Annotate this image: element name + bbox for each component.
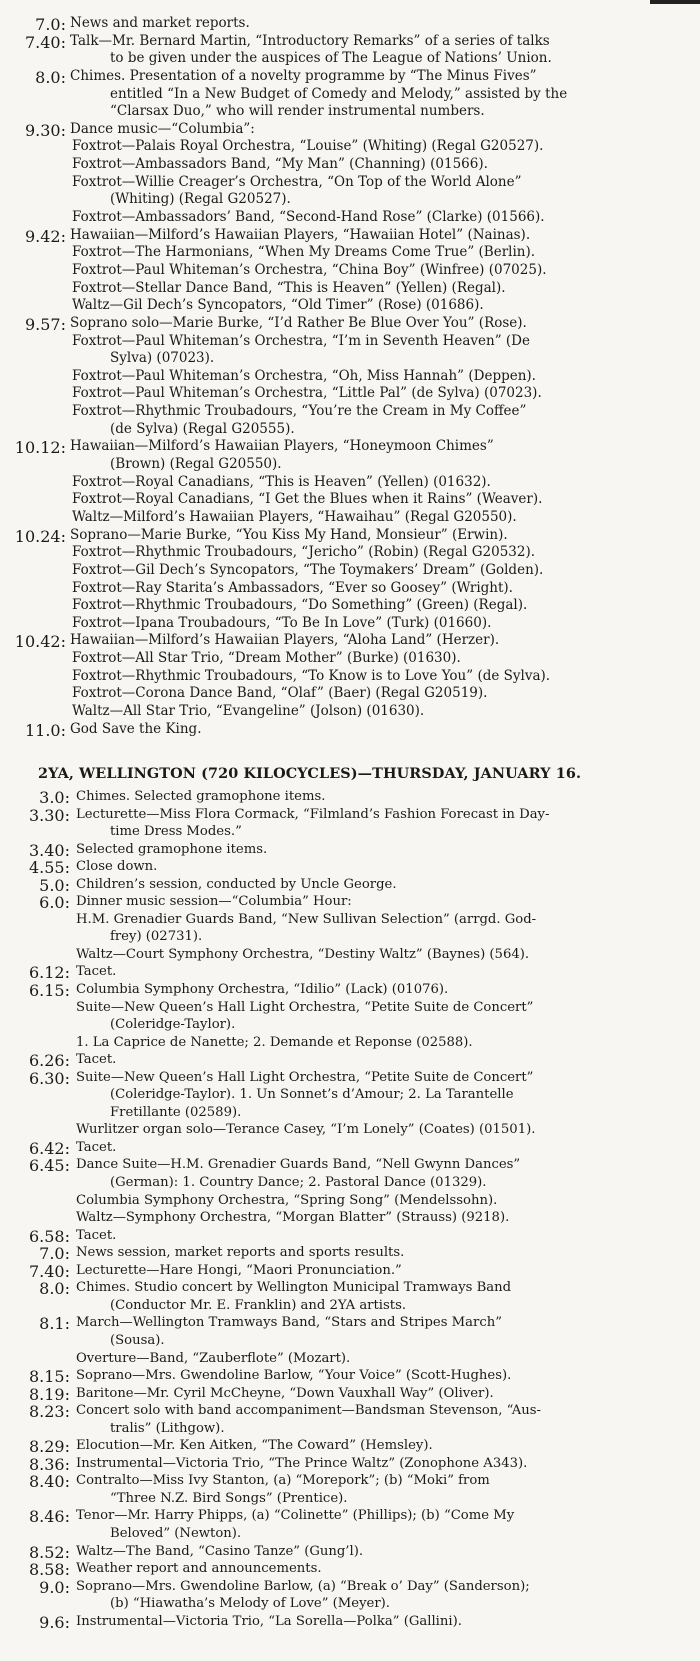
entry-time (0, 527, 68, 546)
entry-line: time Dress Modes.” (110, 824, 242, 840)
time-separator: : (64, 1612, 70, 1632)
entry-line: 1. La Caprice de Nanette; 2. Demande et Reponse (02588). (76, 1034, 473, 1050)
programme-section-2 (0, 788, 700, 1630)
programme-sub-entry (0, 474, 700, 492)
time-separator: : (60, 120, 66, 140)
entry-time (0, 15, 68, 34)
entry-line: Foxtrot—Rhythmic Troubadours, “Jericho” (Robin) (Regal G20532). (72, 544, 536, 561)
programme-entry (0, 1560, 700, 1578)
entry-time-value: 8.1 (39, 1314, 65, 1334)
entry-line: Foxtrot—Ambassadors Band, “My Man” (Channing) (01566). (72, 156, 488, 173)
time-separator: : (64, 1261, 70, 1281)
entry-line: Foxtrot—All Star Trio, “Dream Mother” (Burke) (01630). (72, 650, 461, 667)
programme-sub-entry (0, 615, 700, 633)
entry-time (0, 981, 72, 1000)
entry-time (0, 438, 68, 457)
entry-line: Foxtrot—Corona Dance Band, “Olaf” (Baer) (Regal G20519). (72, 685, 488, 702)
time-separator: : (64, 963, 70, 983)
entry-line: Chimes. Presentation of a novelty programme by “The Minus Fives” (70, 67, 537, 84)
entry-time-value: 8.58 (28, 1560, 65, 1580)
entry-line: News and market reports. (70, 15, 250, 31)
programme-entry (0, 1507, 700, 1542)
programme-sub-entry (0, 544, 700, 562)
entry-line: Hawaiian—Milford’s Hawaiian Players, “Aloha Land” (Herzer). (70, 632, 500, 649)
entry-time-value: 6.26 (28, 1051, 65, 1071)
entry-line: Selected gramophone items. (76, 841, 268, 857)
entry-time-value: 6.42 (28, 1138, 65, 1158)
entry-time-value: 8.40 (28, 1472, 65, 1492)
entry-line: Tenor—Mr. Harry Phipps, (a) “Colinette” (Phillips); (b) “Come My (76, 1508, 515, 1524)
entry-time-value: 6.30 (28, 1068, 65, 1088)
entry-time (0, 893, 72, 912)
time-separator: : (64, 1472, 70, 1492)
entry-line: H.M. Grenadier Guards Band, “New Sullivan Selection” (arrgd. God- (76, 911, 537, 927)
programme-sub-entry (0, 668, 700, 686)
entry-time-value: 6.0 (39, 893, 65, 913)
programme-sub-entry (0, 1350, 700, 1368)
entry-line: Concert solo with band accompaniment—Bandsman Stevenson, “Aus- (76, 1403, 541, 1419)
entry-line: Dance Suite—H.M. Grenadier Guards Band, “Nell Gwynn Dances” (76, 1157, 521, 1173)
entry-line: Foxtrot—Paul Whiteman’s Orchestra, “Little Pal” (de Sylva) (07023). (72, 385, 542, 402)
time-separator: : (64, 1507, 70, 1527)
programme-entry (0, 1437, 700, 1455)
entry-time-value: 7.40 (24, 32, 61, 52)
programme-entry (0, 527, 700, 545)
entry-line: News session, market reports and sports results. (76, 1245, 405, 1261)
entry-time (0, 806, 72, 825)
entry-time-value: 8.23 (28, 1402, 65, 1422)
entry-time (0, 1069, 72, 1088)
entry-line: Foxtrot—Rhythmic Troubadours, “To Know is to Love You” (de Sylva). (72, 667, 551, 684)
entry-time-value: 3.40 (28, 840, 65, 860)
entry-time (0, 963, 72, 982)
entry-line: “Three N.Z. Bird Songs” (Prentice). (110, 1490, 348, 1506)
entry-line: Foxtrot—Paul Whiteman’s Orchestra, “I’m in Seventh Heaven” (De (72, 332, 530, 349)
programme-section-1 (0, 15, 700, 738)
entry-time (0, 1543, 72, 1562)
entry-line: Children’s session, conducted by Uncle George. (76, 876, 397, 892)
entry-line: Waltz—All Star Trio, “Evangeline” (Jolson) (01630). (72, 702, 425, 719)
programme-entry (0, 1279, 700, 1314)
entry-time-value: 9.0 (39, 1577, 65, 1597)
entry-time (0, 1156, 72, 1175)
entry-line: Lecturette—Hare Hongi, “Maori Pronunciation.” (76, 1262, 402, 1278)
entry-line: Foxtrot—Paul Whiteman’s Orchestra, “China Boy” (Winfree) (07025). (72, 261, 547, 278)
entry-line: Foxtrot—Rhythmic Troubadours, “Do Something” (Green) (Regal). (72, 597, 528, 614)
programme-entry (0, 1051, 700, 1069)
entry-time-value: 9.30 (24, 120, 61, 140)
entry-time-value: 6.45 (28, 1156, 65, 1176)
time-separator: : (64, 805, 70, 825)
time-separator: : (64, 1314, 70, 1334)
entry-time-value: 10.12 (14, 438, 61, 458)
entry-time-value: 5.0 (39, 875, 65, 895)
entry-line: Lecturette—Miss Flora Cormack, “Filmland’s Fashion Forecast in Day- (76, 806, 550, 822)
entry-line: God Save the King. (70, 720, 202, 737)
time-separator: : (64, 788, 70, 807)
programme-sub-entry (0, 1209, 700, 1227)
programme-entry (0, 1314, 700, 1349)
time-separator: : (64, 840, 70, 860)
entry-time-value: 9.57 (24, 314, 61, 334)
entry-line: Suite—New Queen’s Hall Light Orchestra, “Petite Suite de Concert” (76, 999, 534, 1015)
programme-sub-entry (0, 911, 700, 946)
entry-line: Tacet. (76, 1052, 117, 1068)
programme-entry (0, 632, 700, 650)
section-heading: 2YA, WELLINGTON (720 KILOCYCLES)—THURSDAY, JANUARY 16. (38, 765, 582, 782)
programme-entry (0, 721, 700, 739)
entry-line: Sylva) (07023). (110, 350, 215, 367)
entry-line: (Whiting) (Regal G20527). (110, 191, 291, 208)
time-separator: : (64, 981, 70, 1001)
time-separator: : (64, 1068, 70, 1088)
entry-time (0, 858, 72, 877)
entry-time (0, 788, 72, 807)
entry-time (0, 1560, 72, 1579)
programme-entry (0, 438, 700, 473)
programme-sub-entry (0, 209, 700, 227)
entry-line: (Coleridge-Taylor). (110, 1017, 236, 1033)
entry-line: Instrumental—Victoria Trio, “La Sorella—Polka” (Gallini). (76, 1613, 462, 1629)
entry-line: Tacet. (76, 1139, 117, 1155)
entry-line: to be given under the auspices of The League of Nations’ Union. (110, 50, 552, 67)
entry-time (0, 1472, 72, 1491)
entry-line: Foxtrot—Royal Canadians, “I Get the Blues when it Rains” (Weaver). (72, 491, 543, 508)
time-separator: : (64, 1138, 70, 1158)
entry-time (0, 1507, 72, 1526)
entry-line: Foxtrot—Ipana Troubadours, “To Be In Love” (Turk) (01660). (72, 614, 492, 631)
programme-sub-entry (0, 562, 700, 580)
entry-line: Hawaiian—Milford’s Hawaiian Players, “Honeymoon Chimes” (70, 438, 494, 455)
entry-time-value: 4.55 (28, 858, 65, 878)
programme-entry (0, 1402, 700, 1437)
entry-line: Waltz—Symphony Orchestra, “Morgan Blatter” (Strauss) (9218). (76, 1210, 510, 1226)
entry-line: Soprano—Marie Burke, “You Kiss My Hand, Monsieur” (Erwin). (70, 526, 508, 543)
entry-time-value: 11.0 (24, 720, 61, 740)
entry-line: Foxtrot—Stellar Dance Band, “This is Heaven” (Yellen) (Regal). (72, 279, 506, 296)
entry-line: Columbia Symphony Orchestra, “Spring Song” (Mendelssohn). (76, 1192, 498, 1208)
time-separator: : (60, 438, 66, 458)
entry-time (0, 1578, 72, 1597)
entry-line: (Brown) (Regal G20550). (110, 456, 282, 473)
time-separator: : (64, 1402, 70, 1422)
entry-line: Tacet. (76, 1227, 117, 1243)
entry-line: Soprano—Mrs. Gwendoline Barlow, “Your Voice” (Scott-Hughes). (76, 1368, 512, 1384)
programme-sub-entry (0, 999, 700, 1034)
programme-entry (0, 15, 700, 33)
programme-sub-entry (0, 244, 700, 262)
time-separator: : (60, 15, 66, 34)
entry-time (0, 1402, 72, 1421)
entry-line: Hawaiian—Milford’s Hawaiian Players, “Hawaiian Hotel” (Nainas). (70, 226, 531, 243)
entry-time-value: 8.0 (39, 1279, 65, 1299)
programme-sub-entry (0, 156, 700, 174)
entry-time (0, 1455, 72, 1474)
programme-sub-entry (0, 297, 700, 315)
entry-time (0, 1279, 72, 1298)
entry-time (0, 1613, 72, 1632)
entry-line: Tacet. (76, 964, 117, 980)
entry-time (0, 1227, 72, 1246)
programme-entry (0, 315, 700, 333)
entry-time-value: 6.15 (28, 981, 65, 1001)
time-separator: : (60, 226, 66, 246)
entry-line: Waltz—The Band, “Casino Tanze” (Gung’l). (76, 1543, 364, 1559)
time-separator: : (64, 1279, 70, 1299)
time-separator: : (60, 720, 66, 740)
entry-line: Foxtrot—Willie Creager’s Orchestra, “On Top of the World Alone” (72, 173, 522, 190)
programme-entry (0, 981, 700, 999)
entry-line: Chimes. Studio concert by Wellington Municipal Tramways Band (76, 1280, 512, 1296)
time-separator: : (64, 875, 70, 895)
entry-time-value: 10.24 (14, 526, 61, 546)
entry-line: Beloved” (Newton). (110, 1525, 242, 1541)
entry-line: Waltz—Milford’s Hawaiian Players, “Hawaihau” (Regal G20550). (72, 508, 517, 525)
entry-line: Dinner music session—“Columbia” Hour: (76, 894, 352, 910)
entry-line: Fretillante (02589). (110, 1104, 242, 1120)
programme-entry (0, 806, 700, 841)
entry-time (0, 1139, 72, 1158)
entry-time-value: 8.46 (28, 1507, 65, 1527)
entry-line: Foxtrot—Ambassadors’ Band, “Second-Hand Rose” (Clarke) (01566). (72, 209, 545, 226)
entry-line: Dance music—“Columbia”: (70, 120, 255, 137)
entry-time-value: 7.0 (39, 1244, 65, 1264)
entry-time (0, 632, 68, 651)
programme-entry (0, 121, 700, 139)
programme-sub-entry (0, 1121, 700, 1139)
entry-line: tralis” (Lithgow). (110, 1420, 225, 1436)
programme-sub-entry (0, 703, 700, 721)
programme-entry (0, 1069, 700, 1122)
programme-sub-entry (0, 946, 700, 964)
entry-line: Waltz—Gil Dech’s Syncopators, “Old Timer” (Rose) (01686). (72, 297, 484, 314)
entry-time-value: 8.29 (28, 1437, 65, 1457)
programme-sub-entry (0, 1192, 700, 1210)
entry-line: “Clarsax Duo,” who will render instrumental numbers. (110, 103, 485, 120)
programme-entry (0, 1262, 700, 1280)
programme-entry (0, 1613, 700, 1631)
entry-line: (Conductor Mr. E. Franklin) and 2YA artists. (110, 1297, 407, 1313)
programme-entry (0, 227, 700, 245)
entry-time-value: 9.6 (39, 1612, 65, 1632)
programme-entry (0, 876, 700, 894)
entry-line: Baritone—Mr. Cyril McCheyne, “Down Vauxhall Way” (Oliver). (76, 1385, 494, 1401)
entry-time-value: 8.36 (28, 1454, 65, 1474)
entry-line: frey) (02731). (110, 929, 203, 945)
programme-sub-entry (0, 509, 700, 527)
entry-time (0, 721, 68, 740)
entry-time (0, 1437, 72, 1456)
entry-line: entitled “In a New Budget of Comedy and Melody,” assisted by the (110, 85, 568, 102)
programme-entry (0, 963, 700, 981)
entry-line: Foxtrot—Ray Starita’s Ambassadors, “Ever so Goosey” (Wright). (72, 579, 513, 596)
time-separator: : (60, 32, 66, 52)
time-separator: : (60, 526, 66, 546)
programme-entry (0, 1472, 700, 1507)
entry-line: Contralto—Miss Ivy Stanton, (a) “Morepork”; (b) “Moki” from (76, 1473, 490, 1489)
programme-sub-entry (0, 280, 700, 298)
entry-time (0, 68, 68, 87)
entry-line: Suite—New Queen’s Hall Light Orchestra, “Petite Suite de Concert” (76, 1069, 534, 1085)
entry-time (0, 841, 72, 860)
time-separator: : (64, 1367, 70, 1387)
entry-line: Foxtrot—Rhythmic Troubadours, “You’re the Cream in My Coffee” (72, 403, 527, 420)
entry-line: Foxtrot—The Harmonians, “When My Dreams Come True” (Berlin). (72, 244, 536, 261)
entry-line: Elocution—Mr. Ken Aitken, “The Coward” (Hemsley). (76, 1438, 433, 1454)
entry-time (0, 1051, 72, 1070)
entry-line: Foxtrot—Paul Whiteman’s Orchestra, “Oh, Miss Hannah” (Deppen). (72, 367, 536, 384)
programme-entry (0, 1578, 700, 1613)
entry-line: (Sousa). (110, 1332, 165, 1348)
programme-sub-entry (0, 403, 700, 438)
programme-entry (0, 1385, 700, 1403)
entry-line: (de Sylva) (Regal G20555). (110, 420, 295, 437)
programme-sub-entry (0, 138, 700, 156)
entry-time-value: 6.58 (28, 1226, 65, 1246)
entry-line: (Coleridge-Taylor). 1. Un Sonnet’s d’Amour; 2. La Tarantelle (110, 1087, 514, 1103)
entry-line: (German): 1. Country Dance; 2. Pastoral Dance (01329). (110, 1175, 487, 1191)
time-separator: : (64, 893, 70, 913)
top-rule (650, 0, 700, 4)
entry-time-value: 9.42 (24, 226, 61, 246)
entry-time (0, 1314, 72, 1333)
time-separator: : (64, 1384, 70, 1404)
programme-entry (0, 1227, 700, 1245)
programme-entry (0, 33, 700, 68)
entry-line: Foxtrot—Royal Canadians, “This is Heaven” (Yellen) (01632). (72, 473, 491, 490)
programme-sub-entry (0, 650, 700, 668)
programme-entry (0, 1367, 700, 1385)
entry-time (0, 1262, 72, 1281)
time-separator: : (64, 1560, 70, 1580)
programme-entry (0, 788, 700, 806)
time-separator: : (64, 1156, 70, 1176)
programme-sub-entry (0, 597, 700, 615)
entry-line: Close down. (76, 859, 158, 875)
entry-time (0, 1244, 72, 1263)
time-separator: : (64, 1244, 70, 1264)
entry-time (0, 1385, 72, 1404)
programme-sub-entry (0, 491, 700, 509)
programme-sub-entry (0, 1034, 700, 1052)
entry-time-value: 8.15 (28, 1367, 65, 1387)
entry-time-value: 3.0 (39, 788, 65, 807)
entry-time-value: 7.40 (28, 1261, 65, 1281)
entry-time-value: 8.19 (28, 1384, 65, 1404)
entry-line: Columbia Symphony Orchestra, “Idilio” (Lack) (01076). (76, 982, 449, 998)
entry-time-value: 8.52 (28, 1542, 65, 1562)
programme-entry (0, 858, 700, 876)
entry-time (0, 1367, 72, 1386)
programme-sub-entry (0, 262, 700, 280)
entry-line: Foxtrot—Gil Dech’s Syncopators, “The Toymakers’ Dream” (Golden). (72, 561, 544, 578)
entry-line: March—Wellington Tramways Band, “Stars and Stripes March” (76, 1315, 502, 1331)
entry-line: Chimes. Selected gramophone items. (76, 789, 326, 804)
programme-entry (0, 841, 700, 859)
time-separator: : (64, 1226, 70, 1246)
programme-sub-entry (0, 685, 700, 703)
time-separator: : (64, 858, 70, 878)
programme-sub-entry (0, 333, 700, 368)
entry-line: Foxtrot—Palais Royal Orchestra, “Louise” (Whiting) (Regal G20527). (72, 138, 544, 155)
time-separator: : (64, 1542, 70, 1562)
entry-line: Soprano solo—Marie Burke, “I’d Rather Be Blue Over You” (Rose). (70, 314, 527, 331)
time-separator: : (60, 67, 66, 87)
time-separator: : (64, 1051, 70, 1071)
programme-entry (0, 1543, 700, 1561)
entry-line: (b) “Hiawatha’s Melody of Love” (Meyer). (110, 1596, 390, 1612)
entry-line: Waltz—Court Symphony Orchestra, “Destiny Waltz” (Baynes) (564). (76, 946, 530, 962)
entry-time (0, 315, 68, 334)
entry-time (0, 121, 68, 140)
time-separator: : (64, 1437, 70, 1457)
entry-time (0, 876, 72, 895)
programme-sub-entry (0, 580, 700, 598)
time-separator: : (64, 1454, 70, 1474)
time-separator: : (60, 314, 66, 334)
entry-time-value: 7.0 (35, 15, 61, 34)
entry-time-value: 8.0 (35, 67, 61, 87)
entry-time-value: 3.30 (28, 805, 65, 825)
entry-time-value: 10.42 (14, 632, 61, 652)
programme-sub-entry (0, 368, 700, 386)
programme-entry (0, 1244, 700, 1262)
entry-line: Talk—Mr. Bernard Martin, “Introductory Remarks” of a series of talks (70, 32, 550, 49)
programme-entry (0, 68, 700, 121)
programme-entry (0, 1455, 700, 1473)
entry-line: Overture—Band, “Zauberflote” (Mozart). (76, 1350, 351, 1366)
time-separator: : (60, 632, 66, 652)
programme-entry (0, 1139, 700, 1157)
entry-time (0, 227, 68, 246)
entry-time-value: 6.12 (28, 963, 65, 983)
programme-entry (0, 1156, 700, 1191)
time-separator: : (64, 1577, 70, 1597)
programme-sub-entry (0, 174, 700, 209)
programme-entry (0, 893, 700, 911)
entry-line: Soprano—Mrs. Gwendoline Barlow, (a) “Break o’ Day” (Sanderson); (76, 1578, 530, 1594)
entry-line: Instrumental—Victoria Trio, “The Prince Waltz” (Zonophone A343). (76, 1455, 528, 1471)
entry-line: Wurlitzer organ solo—Terance Casey, “I’m Lonely” (Coates) (01501). (76, 1122, 536, 1138)
entry-line: Weather report and announcements. (76, 1561, 322, 1577)
programme-sub-entry (0, 385, 700, 403)
entry-time (0, 33, 68, 52)
